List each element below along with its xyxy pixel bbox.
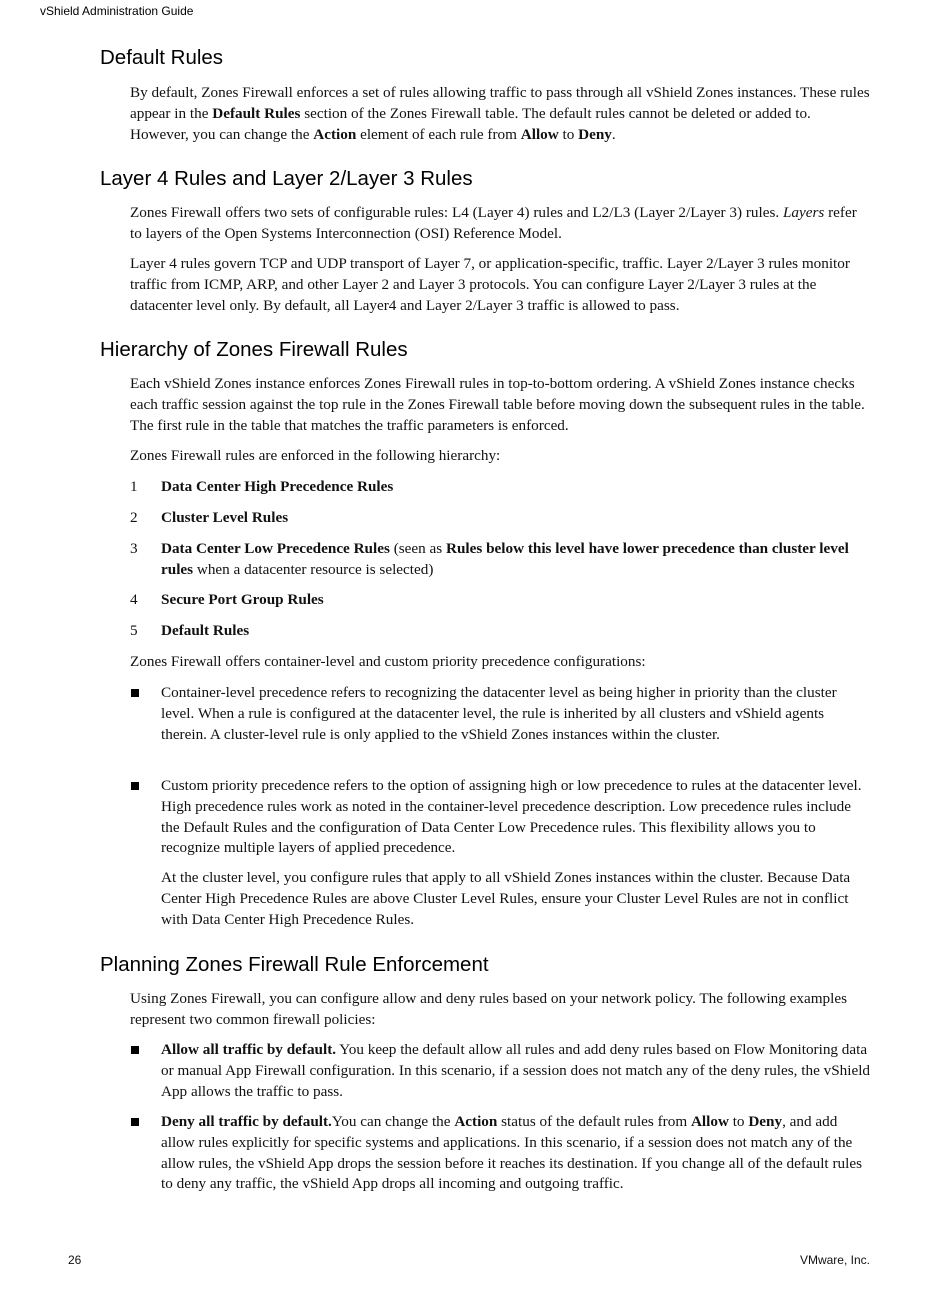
bullet-marker-icon [131,1118,139,1126]
list-number-2: 2 [130,509,138,526]
footer-publisher: VMware, Inc. [799,1253,870,1267]
list-item-4: Secure Port Group Rules [161,591,324,608]
list-item-5: Default Rules [161,622,250,639]
heading-default-rules: Default Rules [100,46,224,69]
default-rules-paragraph: By default, Zones Firewall enforces a set of rules allowing traffic to pass through all vShield Zones instances. These rules appear in the Default Rules section of the Zones Firewall table. The default rules cannot be deleted or added to. However, you can change the Action element of each rule from Allow to Deny. [130,84,870,143]
bullet-item-container-level: Container-level precedence refers to recognizing the datacenter level as being higher in priority than the cluster level. When a rule is configured at the datacenter level, the rule is inherited by all clusters and vShield agents therein. A cluster-level rule is only applied to the vShield Zones instances within the cluster. [161,684,837,743]
list-number-3: 3 [130,540,138,557]
hierarchy-paragraph-3: Zones Firewall offers container-level and custom priority precedence configurations: [130,653,646,670]
list-item-2: Cluster Level Rules [161,509,289,526]
hierarchy-paragraph-2: Zones Firewall rules are enforced in the following hierarchy: [130,447,501,464]
list-number-1: 1 [130,478,138,495]
heading-planning: Planning Zones Firewall Rule Enforcement [100,953,489,976]
bullet-marker-icon [131,782,139,790]
list-item-1: Data Center High Precedence Rules [161,478,394,495]
running-header: vShield Administration Guide [40,4,194,18]
bullet-marker-icon [131,1046,139,1054]
heading-hierarchy: Hierarchy of Zones Firewall Rules [100,338,408,361]
planning-paragraph-1: Using Zones Firewall, you can configure allow and deny rules based on your network policy. The following examples represent two common firewall policies: [130,990,848,1028]
heading-layer-rules: Layer 4 Rules and Layer 2/Layer 3 Rules [100,167,473,190]
page-number: 26 [68,1253,82,1267]
layer-rules-paragraph-2: Layer 4 rules govern TCP and UDP transport of Layer 7, or application-specific, traffic. Layer 2/Layer 3 rules monitor traffic from ICMP, ARP, and other Layer 2 and Layer 3 protocols. You can configure Layer 2/Layer 3 rules at the datacenter level only. By default, all Layer4 and Layer 2/Layer 3 traffic is allowed to pass. [130,255,850,314]
list-number-5: 5 [130,622,138,639]
bullet-item-deny-all: Deny all traffic by default.You can change the Action status of the default rules from Allow to Deny, and add allow rules explicitly for specific systems and applications. In this scenario, if a session does not match any of the allow rules, the vShield App drops the session before it reaches its destination. If you change all of the default rules to deny any traffic, the vShield App drops all incoming and outgoing traffic. [161,1113,862,1193]
hierarchy-paragraph-1: Each vShield Zones instance enforces Zones Firewall rules in top-to-bottom ordering. A vShield Zones instance checks each traffic session against the top rule in the Zones Firewall table before moving down the subsequent rules in the table. The first rule in the table that matches the traffic parameters is enforced. [130,375,865,434]
cluster-level-paragraph: At the cluster level, you configure rules that apply to all vShield Zones instances within the cluster. Because Data Center High Precedence Rules are above Cluster Level Rules, ensure your Cluster Level Rules are not in conflict with Data Center High Precedence Rules. [161,869,851,928]
bullet-item-allow-all: Allow all traffic by default. You keep the default allow all rules and add deny rules based on Flow Monitoring data or manual App Firewall configuration. In this scenario, if a session does not match any of the deny rules, the vShield App allows the traffic to pass. [161,1041,871,1100]
list-number-4: 4 [130,591,138,608]
bullet-item-custom-priority: Custom priority precedence refers to the option of assigning high or low precedence to rules at the datacenter level. High precedence rules work as noted in the container-level precedence description. Low precedence rules include the Default Rules and the configuration of Data Center Low Precedence rules. This flexibility allows you to recognize multiple layers of applied precedence. [161,777,862,857]
bullet-marker-icon [131,689,139,697]
list-item-3: Data Center Low Precedence Rules (seen as Rules below this level have lower precedence than cluster level rules when a datacenter resource is selected) [161,540,849,578]
layer-rules-paragraph-1: Zones Firewall offers two sets of configurable rules: L4 (Layer 4) rules and L2/L3 (Layer 2/Layer 3) rules. Layers refer to layers of the Open Systems Interconnection (OSI) Reference Model. [130,204,857,242]
